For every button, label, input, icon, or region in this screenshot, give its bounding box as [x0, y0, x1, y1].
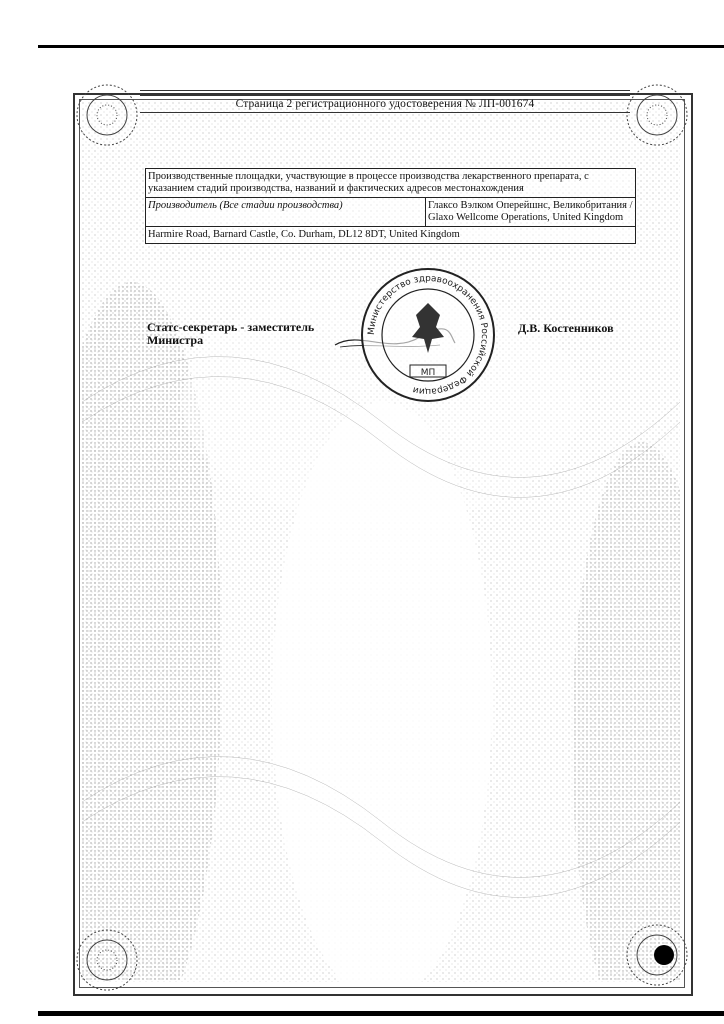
- table-row: [146, 227, 636, 244]
- maker-label-cell: Производитель (Все стадии производства): [146, 198, 426, 227]
- address-cell: Harmire Road, Barnard Castle, Co. Durham, DL12 8DT, United Kingdom: [146, 227, 636, 244]
- header-rule: [140, 90, 630, 96]
- official-seal: [358, 265, 498, 405]
- page-header: Страница 2 регистрационного удостоверения № ЛП-001674: [140, 98, 630, 113]
- seal-center-text: МП: [420, 368, 436, 378]
- position-line-2: Министра: [147, 333, 204, 347]
- scan-bottom-edge: [38, 1011, 724, 1016]
- table-title-cell: Производственные площадки, участвующие в процессе производства лекарственного препарата, с указанием стадий производства, названий и фактических адресов местонахождения: [146, 169, 636, 198]
- table-row: [146, 198, 636, 227]
- corner-rosette-icon: [72, 925, 142, 995]
- position-line-1: Статс-секретарь - заместитель: [147, 320, 315, 334]
- seal-text: Министерство здравоохранения Российской Федерации: [366, 273, 490, 397]
- signatory-position: [147, 321, 314, 347]
- table-row: [146, 169, 636, 198]
- maker-name-cell: Глаксо Вэлком Оперейшнс, Великобритания / Glaxo Wellcome Operations, United Kingdom: [426, 198, 636, 227]
- corner-rosette-icon: [72, 80, 142, 150]
- signatory-name: Д.В. Костенников: [518, 321, 614, 335]
- production-sites-table: [145, 168, 636, 244]
- scan-top-edge: [38, 45, 724, 48]
- corner-rosette-icon: [622, 920, 692, 990]
- corner-rosette-icon: [622, 80, 692, 150]
